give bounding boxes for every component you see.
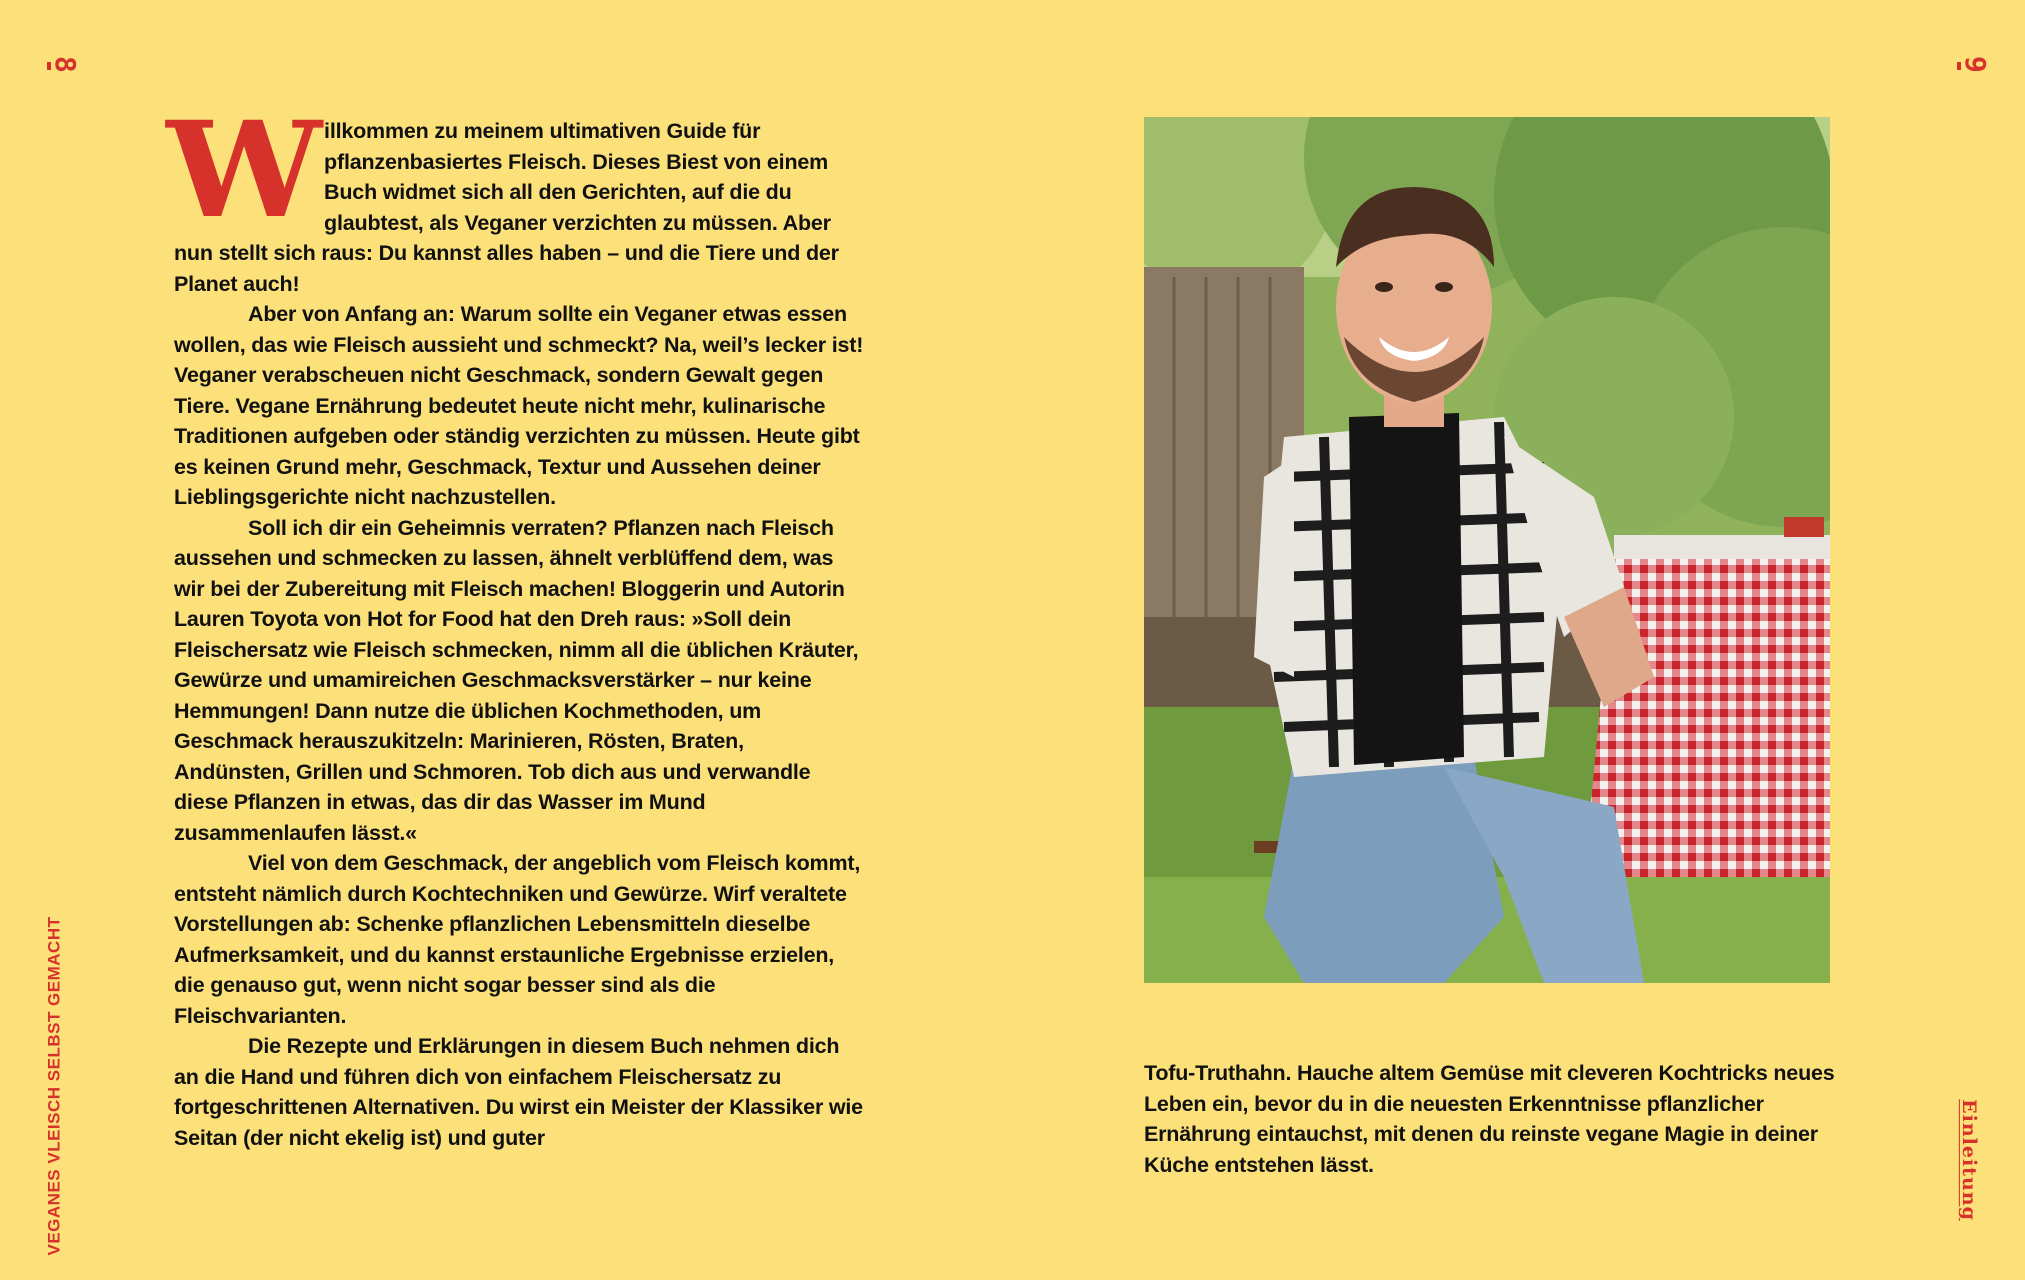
page-number-right: 9 <box>1959 56 1992 73</box>
paragraph-continued: Tofu-Truthahn. Hauche altem Gemüse mit cleveren Kochtricks neues Leben ein, bevor du in die neuesten Erkenntnisse pflanzlicher Ernährung eintauchst, mit denen du reinste vegane Magie in deiner Küche entstehen lässt. <box>1144 1061 1835 1177</box>
page-number-left: 8 <box>49 56 82 73</box>
running-title-left: VEGANES VLEISCH SELBST GEMACHT <box>44 916 64 1256</box>
right-text-column <box>1144 1058 1844 1180</box>
author-photo <box>1144 117 1830 983</box>
paragraph-4: Viel von dem Geschmack, der angeblich vom Fleisch kommt, entsteht nämlich durch Kochtechniken und Gewürze. Wirf veraltete Vorstellungen ab: Schenke pflanzlichen Lebensmitteln dieselbe Aufmerksamkeit, und du kannst erstaunliche Ergebnisse erzielen, die genauso gut, wenn nicht sogar besser sind als die Fleischvarianten. <box>174 851 861 1028</box>
drop-cap: W <box>166 93 322 248</box>
paragraph-2: Aber von Anfang an: Warum sollte ein Veganer etwas essen wollen, das wie Fleisch aussieht und schmeckt? Na, weil’s lecker ist! Veganer verabscheuen nicht Geschmack, sondern Gewalt gegen Tiere. Vegane Ernährung bedeutet heute nicht mehr, kulinarische Traditionen aufgeben oder ständig verzichten zu müssen. Heute gibt es keinen Grund mehr, Geschmack, Textur und Aussehen deiner Lieblingsgerichte nicht nachzustellen. <box>174 302 864 509</box>
running-title-right: Einleitung <box>1958 1099 1981 1221</box>
intro-paragraph <box>166 93 864 299</box>
paragraph-3: Soll ich dir ein Geheimnis verraten? Pflanzen nach Fleisch aussehen und schmecken zu lassen, ähnelt verblüffend dem, was wir bei der Zubereitung mit Fleisch machen! Bloggerin und Autorin Lauren Toyota von Hot for Food hat den Dreh raus: »Soll dein Fleischersatz wie Fleisch schmecken, nimm all die üblichen Kräuter, Gewürze und umamireichen Geschmacksverstärker – nur keine Hemmungen! Dann nutze die üblichen Kochmethoden, um Geschmack herauszukitzeln: Marinieren, Rösten, Braten, Andünsten, Grillen und Schmoren. Tob dich aus und verwandle diese Pflanzen in etwas, das dir das Wasser im Mund zusammenlaufen lässt.« <box>174 515 859 845</box>
paragraph-5: Die Rezepte und Erklärungen in diesem Buch nehmen dich an die Hand und führen dich von einfachem Fleischersatz zu fortgeschrittenen Alternativen. Du wirst ein Meister der Klassiker wie Seitan (der nicht ekelig ist) und guter <box>174 1034 863 1150</box>
left-text-column <box>166 93 864 1153</box>
paragraph-1-text: illkommen zu meinem ultimativen Guide für pflanzenbasiertes Fleisch. Dieses Biest von einem Buch widmet sich all den Gerichten, auf die du glaubtest, als Veganer verzichten zu müssen. Aber nun stellt sich raus: Du kannst alles haben – und die Tiere und der Planet auch! <box>174 119 839 296</box>
